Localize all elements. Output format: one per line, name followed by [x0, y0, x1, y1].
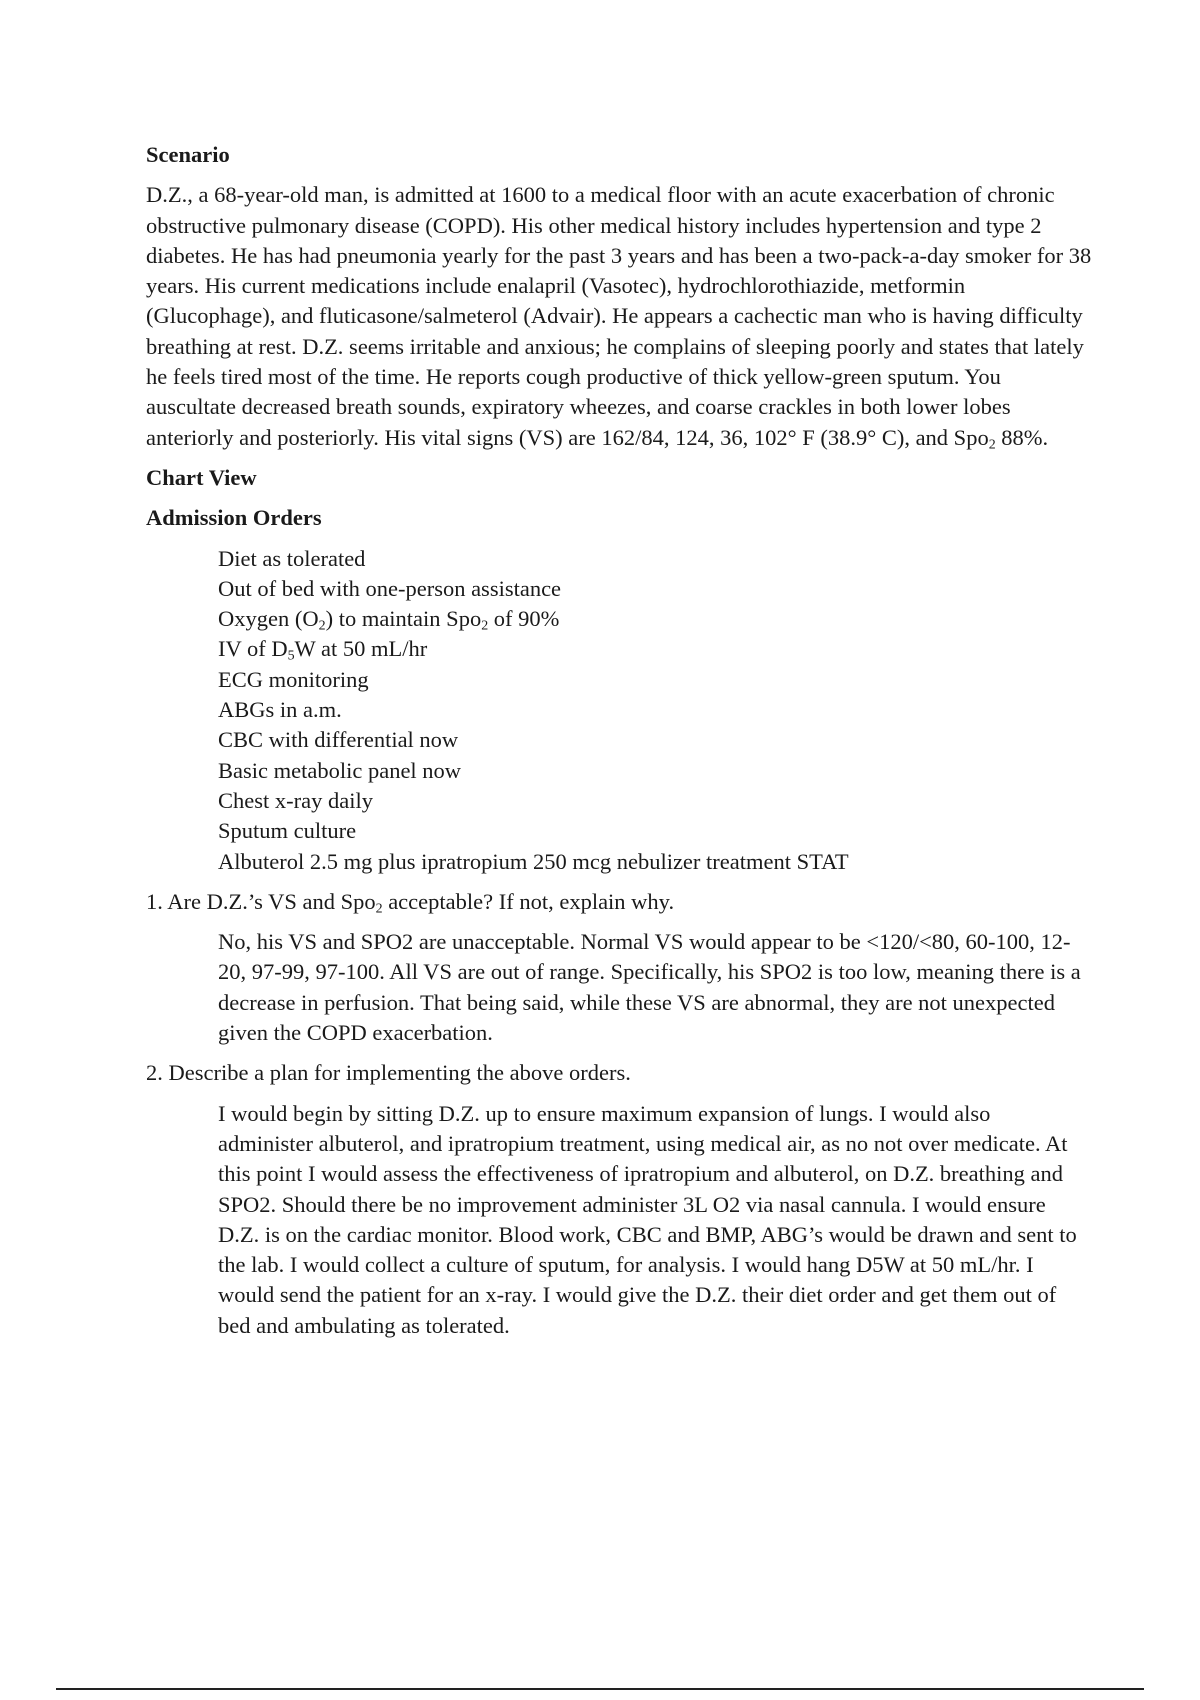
order-item: CBC with differential now	[218, 727, 459, 753]
order-item: Basic metabolic panel now	[218, 757, 462, 783]
admission-orders-list	[218, 544, 1096, 877]
order-item: Diet as tolerated	[218, 545, 366, 571]
order-item: ECG monitoring	[218, 666, 369, 692]
order-item: Chest x-ray daily	[218, 787, 373, 813]
admission-orders-heading: Admission Orders	[146, 505, 322, 531]
answer-1: No, his VS and SPO2 are unacceptable. Normal VS would appear to be <120/<80, 60-100, 12-20, 97-99, 97-100. All VS are out of range. Specifically, his SPO2 is too low, meaning there is a decrease in perfusion. That being said, while these VS are abnormal, they are not unexpected given the COPD exacerbation.	[218, 929, 1081, 1046]
chart-view-heading: Chart View	[146, 464, 257, 490]
order-item: ABGs in a.m.	[218, 697, 342, 723]
order-item: IV of $D_5W$ at 50 mL/hr	[218, 636, 428, 664]
document-page	[146, 140, 1096, 1351]
order-item: Sputum culture	[218, 818, 357, 844]
answer-2: I would begin by sitting D.Z. up to ensure maximum expansion of lungs. I would also administer albuterol, and ipratropium treatment, using medical air, as no not over medicate. At this point I would assess the effectiveness of ipratropium and albuterol, on D.Z. breathing and SPO2. Should there be no improvement administer 3L O2 via nasal cannula. I would ensure D.Z. is on the cardiac monitor. Blood work, CBC and BMP, ABG’s would be drawn and sent to the lab. I would collect a culture of sputum, for analysis. I would hang D5W at 50 mL/hr. I would send the patient for an x-ray. I would give the D.Z. their diet order and get them out of bed and ambulating as tolerated.	[218, 1100, 1077, 1338]
scenario-heading: Scenario	[146, 142, 230, 167]
order-item: Oxygen $(O_2)$ to maintain Spo$_2$ of 90%	[218, 606, 560, 634]
question-1: 1. Are D.Z.’s VS and Spo$_2$ acceptable? If not, explain why.	[146, 888, 675, 917]
footer-rule	[56, 1688, 1144, 1690]
order-item: Albuterol 2.5 mg plus ipratropium 250 mcg nebulizer treatment STAT	[218, 848, 849, 874]
order-item: Out of bed with one-person assistance	[218, 575, 562, 601]
question-2: 2. Describe a plan for implementing the above orders.	[146, 1060, 631, 1086]
scenario-text: D.Z., a 68-year-old man, is admitted at 1600 to a medical floor with an acute exacerbation of chronic obstructive pulmonary disease (COPD). His other medical history includes hypertension and type 2 diabetes. He has had pneumonia yearly for the past 3 years and has been a two-pack-a-day smoker for 38 years. His current medications include enalapril (Vasotec), hydrochlorothiazide, metformin (Glucophage), and fluticasone/salmeterol (Advair). He appears a cachectic man who is having difficulty breathing at rest. D.Z. seems irritable and anxious; he complains of sleeping poorly and states that lately he feels tired most of the time. He reports cough productive of thick yellow-green sputum. You auscultate decreased breath sounds, expiratory wheezes, and coarse crackles in both lower lobes anteriorly and posteriorly. His vital signs (VS) are 162/84, 124, 36, 102° F (38.9° C), and Spo$_2$ 88%.	[146, 182, 1092, 453]
